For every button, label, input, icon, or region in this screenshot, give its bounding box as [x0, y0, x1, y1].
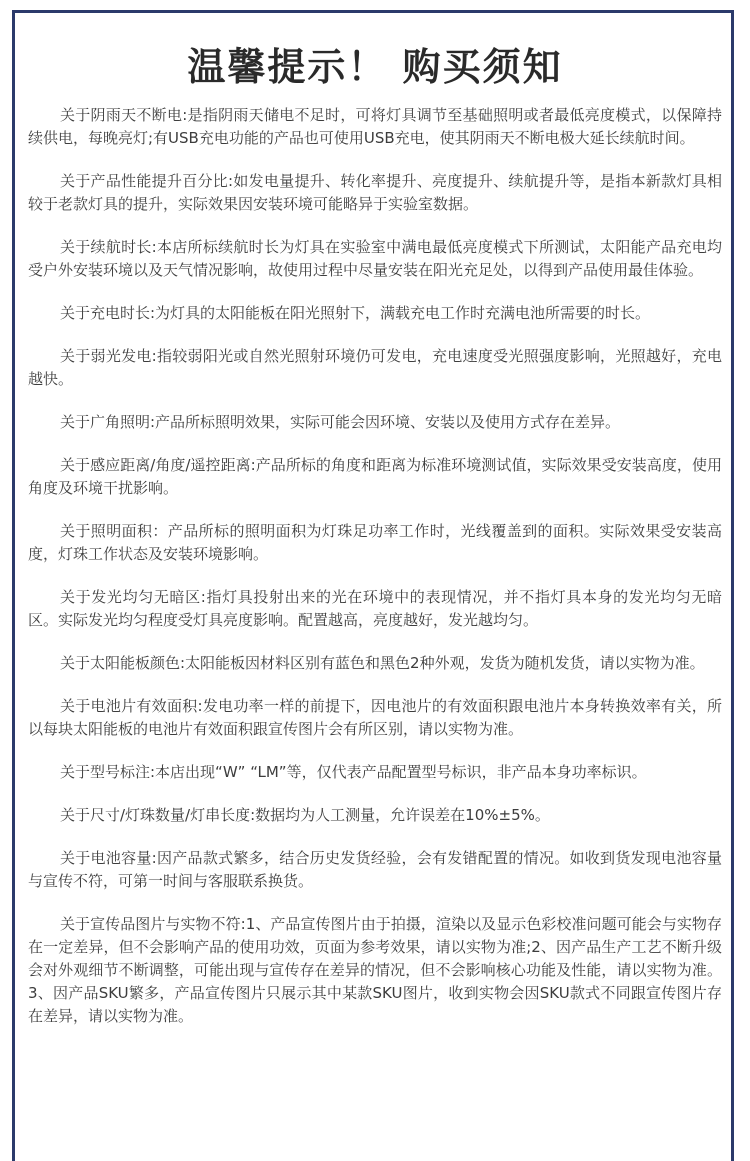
notice-paragraph: 关于感应距离/角度/遥控距离:产品所标的角度和距离为标准环境测试值，实际效果受安装高度，使用角度及环境干扰影响。 — [28, 456, 722, 497]
notice-paragraph: 关于广角照明:产品所标照明效果，实际可能会因环境、安装以及使用方式存在差异。 — [60, 413, 621, 431]
notice-paragraph: 关于型号标注:本店出现“W” “LM”等，仅代表产品配置型号标识，非产品本身功率标识。 — [60, 763, 647, 781]
notice-paragraph: 关于电池容量:因产品款式繁多，结合历史发货经验，会有发错配置的情况。如收到货发现电池容量与宣传不符，可第一时间与客服联系换货。 — [28, 849, 722, 890]
notice-paragraph: 关于尺寸/灯珠数量/灯串长度:数据均为人工测量，允许误差在10%±5%。 — [60, 806, 550, 824]
notice-paragraph: 关于阴雨天不断电:是指阴雨天储电不足时，可将灯具调节至基础照明或者最低亮度模式，以保障持续供电，每晚亮灯;有USB充电功能的产品也可使用USB充电，使其阴雨天不断电极大延长续航时间。 — [28, 106, 722, 147]
notice-paragraph: 关于照明面积：产品所标的照明面积为灯珠足功率工作时，光线覆盖到的面积。实际效果受安装高度，灯珠工作状态及安装环境影响。 — [28, 522, 722, 563]
notice-paragraph: 关于产品性能提升百分比:如发电量提升、转化率提升、亮度提升、续航提升等，是指本新款灯具相较于老款灯具的提升，实际效果因安装环境可能略异于实验室数据。 — [28, 172, 722, 213]
notice-paragraph: 关于太阳能板颜色:太阳能板因材料区别有蓝色和黑色2种外观，发货为随机发货，请以实物为准。 — [60, 654, 705, 672]
notice-paragraph: 关于发光均匀无暗区:指灯具投射出来的光在环境中的表现情况，并不指灯具本身的发光均匀无暗区。实际发光均匀程度受灯具亮度影响。配置越高，亮度越好，发光越均匀。 — [28, 588, 722, 629]
notice-list — [28, 104, 722, 1048]
notice-paragraph: 关于续航时长:本店所标续航时长为灯具在实验室中满电最低亮度模式下所测试，太阳能产品充电均受户外安装环境以及天气情况影响，故使用过程中尽量安装在阳光充足处，以得到产品使用最佳体验。 — [28, 238, 722, 279]
notice-paragraph: 关于电池片有效面积:发电功率一样的前提下，因电池片的有效面积跟电池片本身转换效率有关，所以每块太阳能板的电池片有效面积跟宣传图片会有所区别，请以实物为准。 — [28, 697, 722, 738]
notice-paragraph: 关于宣传品图片与实物不符:1、产品宣传图片由于拍摄，渲染以及显示色彩校准问题可能会与实物存在一定差异，但不会影响产品的使用功效，页面为参考效果，请以实物为准;2、因产品生产工艺不断升级会对外观细节不断调整，可能出现与宣传存在差异的情况，但不会影响核心功能及性能，请以实物为准。3、因产品SKU繁多，产品宣传图片只展示其中某款SKU图片，收到实物会因SKU款式不同跟宣传图片存在差异，请以实物为准。 — [28, 915, 722, 1025]
page-title: 温馨提示！ 购买须知 — [187, 45, 563, 89]
notice-paragraph: 关于充电时长:为灯具的太阳能板在阳光照射下，满载充电工作时充满电池所需要的时长。 — [60, 304, 651, 322]
notice-paragraph: 关于弱光发电:指较弱阳光或自然光照射环境仍可发电，充电速度受光照强度影响，光照越好，充电越快。 — [28, 347, 722, 388]
